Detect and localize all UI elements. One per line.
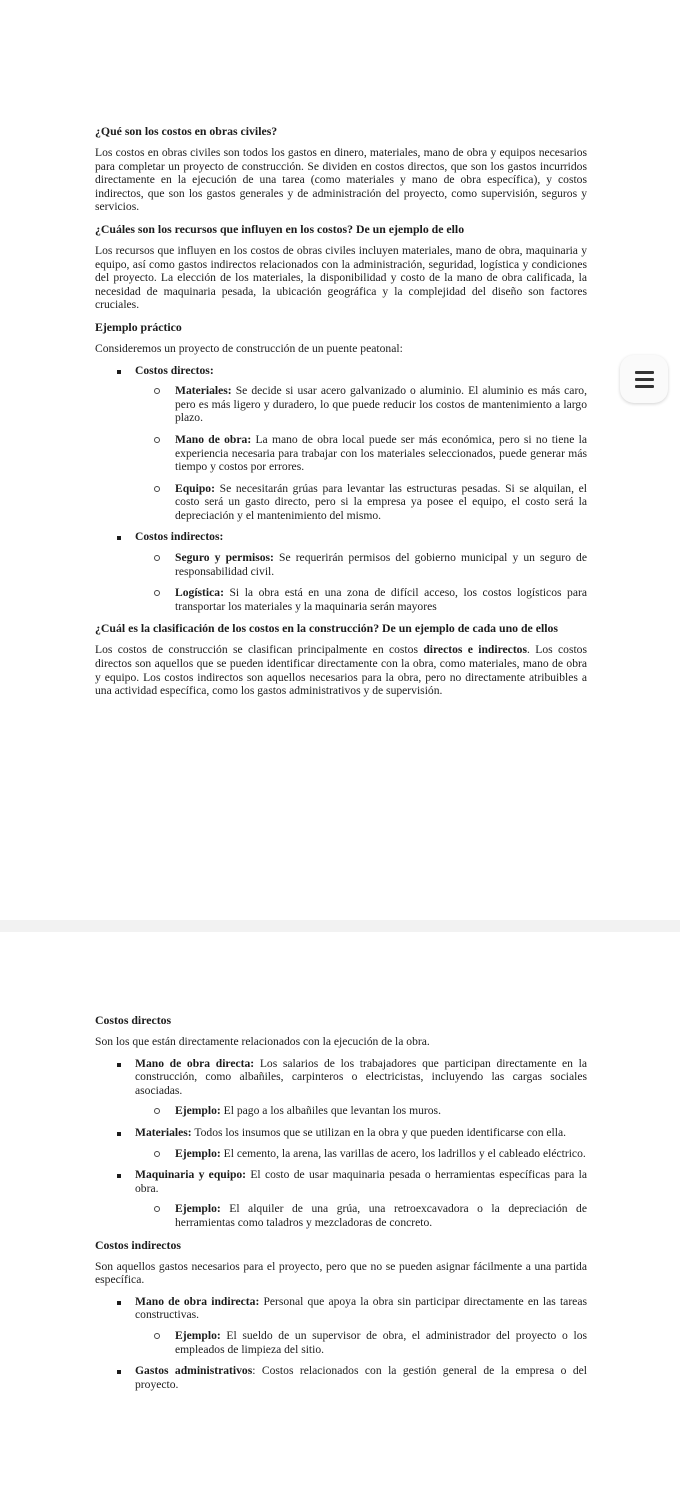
item-text: Personal que apoya la obra sin participar directamente en las tareas constructivas. (135, 1294, 587, 1322)
item-label: Logística: (175, 586, 224, 600)
list-item (95, 1364, 587, 1391)
indirect-costs-label: Costos indirectos: (135, 530, 224, 544)
direct-costs-intro: Son los que están directamente relacionados con la ejecución de la obra. (95, 1035, 430, 1048)
list-item (95, 1126, 587, 1140)
item-text: La mano de obra local puede ser más económica, pero si no tiene la experiencia necesaria para trabajar con los materiales seleccionados, puede generar más tiempo y costos por errores. (175, 432, 587, 474)
item-text: El costo de usar maquinaria pesada o herramientas específicas para la obra. (135, 1168, 587, 1195)
list-item (95, 1295, 587, 1322)
list-item (95, 1168, 587, 1195)
item-text: Se requerirán permisos del gobierno municipal y un seguro de responsabilidad civil. (175, 551, 588, 578)
question-3-text (95, 643, 587, 697)
list-item (95, 433, 587, 474)
example-title: Ejemplo práctico (95, 319, 182, 334)
direct-costs-list (95, 1057, 587, 1230)
question-2-text: Los recursos que influyen en los costos de obras civiles incluyen materiales, mano de obra, maquinaria y equipo, así como gastos indirectos relacionados con la administración, seguridad, logística y condiciones del proyecto. La elección de los materiales, la disponibilidad y costo de la mano de obra calificada, la necesidad de maquinaria pesada, la ubicación geográfica y la complejidad del diseño son factores cruciales. (95, 243, 587, 312)
direct-costs-title: Costos directos (95, 1013, 172, 1027)
item-text: Todos los insumos que se utilizan en la obra y que pueden identificarse con ella. (191, 1125, 567, 1139)
question-1-title: ¿Qué son los costos en obras civiles? (95, 124, 278, 138)
example-text: El cemento, la arena, las varillas de acero, los ladrillos y el cableado eléctrico. (220, 1146, 586, 1160)
item-label: Seguro y permisos: (175, 551, 274, 565)
indirect-costs-list (95, 1295, 587, 1392)
list-item (95, 1057, 587, 1098)
example-label: Ejemplo: (175, 1104, 221, 1118)
item-text: Si la obra está en una zona de difícil acceso, los costos logísticos para transportar los materiales y la maquinaria serán mayores (175, 586, 587, 613)
list-item (95, 364, 587, 378)
item-label: Mano de obra directa: (135, 1056, 255, 1070)
example-text: El sueldo de un supervisor de obra, el administrador del proyecto o los empleados de limpieza del sitio. (175, 1328, 587, 1356)
example-intro: Consideremos un proyecto de construcción de un puente peatonal: (95, 341, 403, 355)
question-2-title: ¿Cuáles son los recursos que influyen en los costos? De un ejemplo de ello (95, 221, 465, 236)
example-text: El alquiler de una grúa, una retroexcavadora o la depreciación de herramientas como taladros y mezcladoras de concreto. (175, 1202, 587, 1229)
example-list (95, 364, 587, 614)
question-1-text: Los costos en obras civiles son todos los gastos en dinero, materiales, mano de obra y equipos necesarios para completar un proyecto de construcción. Se dividen en costos directos, que son los gastos incurridos directamente en la ejecución de una tarea (como materiales y mano de obra específica), y costos indirectos, que son los gastos generales y de administración del proyecto, como supervisión, seguros y servicios. (95, 146, 587, 214)
list-item (95, 1104, 587, 1118)
document-page-2 (0, 932, 680, 1511)
item-text: Se necesitarán grúas para levantar las estructuras pesadas. Si se alquilan, el costo será un gasto directo, pero si la empresa ya posee el equipo, el costo será la depreciación y el mantenimiento del mismo. (175, 481, 587, 522)
list-item (95, 586, 587, 613)
indirect-costs-title: Costos indirectos (95, 1237, 181, 1252)
question-3-title: ¿Cuál es la clasificación de los costos en la construcción? De un ejemplo de cada uno de ellos (95, 621, 559, 636)
item-label: Gastos administrativos (135, 1364, 253, 1378)
list-item (95, 530, 587, 544)
menu-icon-line (635, 378, 654, 381)
menu-button[interactable] (620, 355, 668, 403)
direct-costs-label: Costos directos: (135, 363, 214, 377)
item-label: Mano de obra indirecta: (135, 1294, 260, 1308)
example-label: Ejemplo: (175, 1328, 221, 1342)
page-2-content (95, 1013, 587, 1398)
item-text: Se decide si usar acero galvanizado o aluminio. El aluminio es más caro, pero es más ligero y duradero, lo que puede reducir los costos de mantenimiento a largo plazo. (175, 384, 587, 425)
menu-icon-line (635, 385, 654, 388)
example-text: El pago a los albañiles que levantan los muros. (220, 1104, 441, 1118)
indirect-costs-intro: Son aquellos gastos necesarios para el proyecto, pero que no se pueden asignar fácilmente a una partida específica. (95, 1259, 587, 1287)
item-label: Maquinaria y equipo: (135, 1168, 247, 1182)
page-1-content (95, 124, 587, 706)
item-label: Materiales: (135, 1125, 192, 1139)
example-label: Ejemplo: (175, 1202, 221, 1216)
q3-text-part: . Los costos directos son aquellos que se pueden identificar directamente con la obra, como materiales, mano de obra y equipo. Los costos indirectos son aquellos necesarios para la obra, pero no directamente atribuibles a una actividad específica, como los gastos administrativos y de supervisión. (95, 643, 587, 698)
list-item (95, 551, 587, 578)
item-label: Mano de obra: (175, 432, 252, 446)
list-item (95, 384, 587, 425)
item-label: Equipo: (175, 481, 215, 495)
list-item (95, 1147, 587, 1161)
item-text: : Costos relacionados con la gestión general de la empresa o del proyecto. (135, 1364, 587, 1391)
list-item (95, 1329, 587, 1356)
item-label: Materiales: (175, 384, 232, 398)
q3-text-part: Los costos de construcción se clasifican principalmente en costos (95, 643, 424, 657)
list-item (95, 1202, 587, 1229)
example-label: Ejemplo: (175, 1146, 221, 1160)
menu-icon (635, 371, 654, 374)
list-item (95, 482, 587, 523)
q3-text-bold: directos e indirectos (423, 643, 527, 657)
item-text: Los salarios de los trabajadores que participan directamente en la construcción, como albañiles, carpinteros o electricistas, incluyendo las cargas sociales asociadas. (135, 1056, 587, 1097)
